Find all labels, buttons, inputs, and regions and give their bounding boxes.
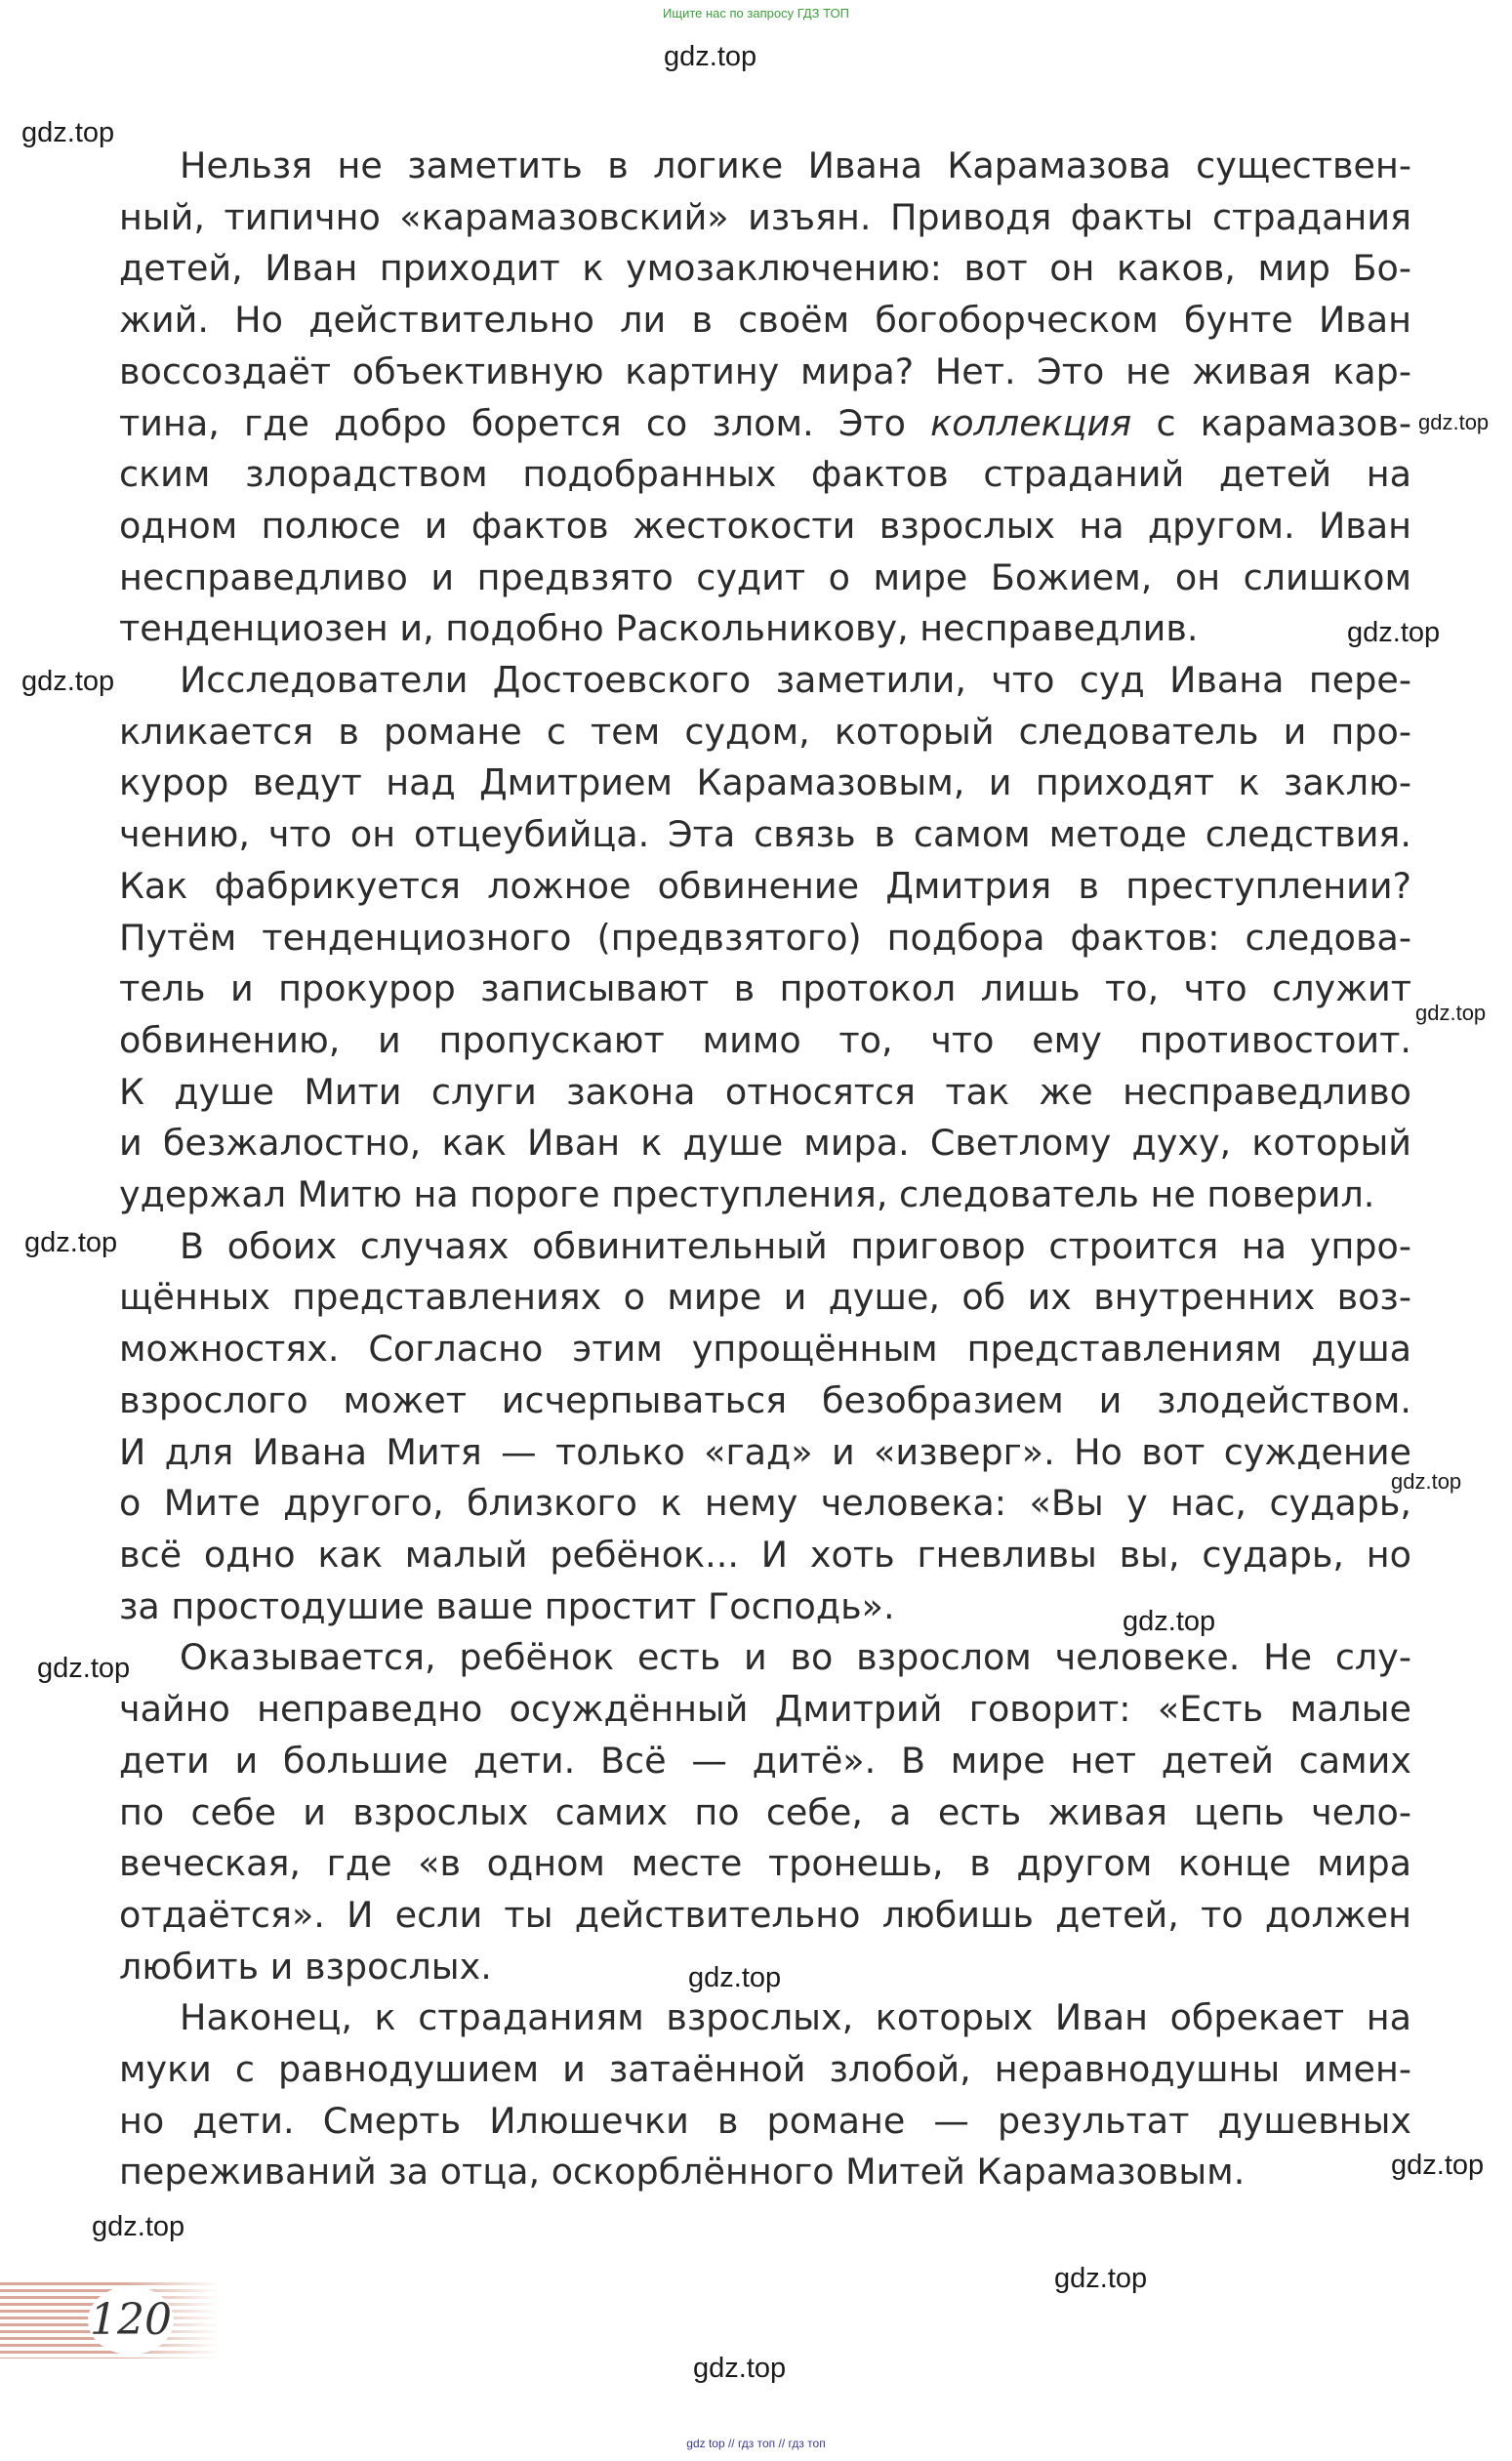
text-line: И для Ивана Митя — только «гад» и «изверг». Но вот суждение xyxy=(119,1430,1411,1473)
watermark: gdz.top xyxy=(1391,2150,1485,2181)
paragraph-1 xyxy=(119,141,1411,655)
text-line: но дети. Смерть Илюшечки в романе — результат душевных xyxy=(119,2099,1411,2142)
text-line: ским злорадством подобранных фактов страданий детей на xyxy=(119,453,1411,496)
text-line: К душе Мити слуги закона относятся так же несправедливо xyxy=(119,1070,1411,1113)
bottom-banner: gdz top // гдз топ // гдз топ xyxy=(686,2437,826,2450)
text-line-with-emphasis xyxy=(119,398,1411,450)
text-line: муки с равнодушием и затаённой злобой, неравнодушны имен- xyxy=(119,2048,1411,2091)
text-line: обвинению, и пропускают мимо то, что ему противостоит. xyxy=(119,1018,1411,1061)
paragraph-5 xyxy=(119,1992,1411,2198)
watermark: gdz.top xyxy=(693,2353,787,2384)
text-line: кликается в романе с тем судом, который следователь и про- xyxy=(119,710,1411,753)
text-line: переживаний за отца, оскорблённого Митей Карамазовым. xyxy=(119,2151,1246,2194)
text-segment: с карамазов- xyxy=(1131,401,1411,444)
watermark: gdz.top xyxy=(1415,1001,1487,1025)
text-line: можностях. Согласно этим упрощённым представлениям душа xyxy=(119,1328,1411,1371)
text-line: детей, Иван приходит к умозаключению: вот он каков, мир Бо- xyxy=(119,247,1411,290)
text-segment: тина, где добро борется со злом. Это xyxy=(119,401,931,444)
text-line: Оказывается, ребёнок есть и во взрослом человеке. Не слу- xyxy=(180,1636,1411,1679)
page-number-block xyxy=(0,2282,220,2358)
text-line: удержал Митю на пороге преступления, следователь не поверил. xyxy=(119,1173,1375,1216)
page-text xyxy=(119,141,1411,2198)
watermark: gdz.top xyxy=(688,1962,782,1993)
text-line: любить и взрослых. xyxy=(119,1945,492,1988)
text-line: щённых представлениях о мире и душе, об их внутренних воз- xyxy=(119,1276,1411,1319)
text-line: тель и прокурор записывают в протокол лишь то, что служит xyxy=(119,967,1411,1010)
watermark: gdz.top xyxy=(1347,617,1441,648)
text-line: отдаётся». И если ты действительно любишь детей, то должен xyxy=(119,1893,1411,1936)
emphasized-word: коллекция xyxy=(930,401,1132,444)
text-line: жий. Но действительно ли в своём богоборческом бунте Иван xyxy=(119,299,1411,342)
paragraph-3 xyxy=(119,1221,1411,1633)
text-line: Путём тенденциозного (предвзятого) подбора фактов: следова- xyxy=(119,916,1411,959)
text-line: чайно неправедно осуждённый Дмитрий говорит: «Есть малые xyxy=(119,1688,1411,1731)
page-number: 120 xyxy=(90,2295,172,2345)
watermark: gdz.top xyxy=(21,117,115,148)
text-line: взрослого может исчерпываться безобразием и злодейством. xyxy=(119,1378,1411,1421)
text-line: и безжалостно, как Иван к душе мира. Светлому духу, который xyxy=(119,1122,1411,1165)
top-banner: Ищите нас по запросу ГДЗ ТОП xyxy=(663,6,849,21)
text-line: всё одно как малый ребёнок... И хоть гневливы вы, сударь, но xyxy=(119,1533,1411,1576)
text-line: веческая, где «в одном месте тронешь, в другом конце мира xyxy=(119,1842,1411,1885)
watermark: gdz.top xyxy=(24,1227,118,1258)
watermark: gdz.top xyxy=(664,41,757,72)
watermark: gdz.top xyxy=(37,1653,131,1684)
text-line: Исследователи Достоевского заметили, что суд Ивана пере- xyxy=(180,659,1411,702)
text-line: чению, что он отцеубийца. Эта связь в самом методе следствия. xyxy=(119,813,1411,856)
watermark: gdz.top xyxy=(1418,410,1490,434)
text-line: воссоздаёт объективную картину мира? Нет. Это не живая кар- xyxy=(119,349,1411,392)
text-line: В обоих случаях обвинительный приговор строится на упро- xyxy=(180,1224,1411,1267)
paragraph-4 xyxy=(119,1632,1411,1992)
text-line: по себе и взрослых самих по себе, а есть живая цепь чело- xyxy=(119,1790,1411,1833)
text-line: одном полюсе и фактов жестокости взрослых на другом. Иван xyxy=(119,504,1411,547)
watermark: gdz.top xyxy=(21,666,115,697)
watermark: gdz.top xyxy=(1123,1606,1216,1637)
text-line: Наконец, к страданиям взрослых, которых Иван обрекает на xyxy=(180,1996,1411,2039)
text-line: за простодушие ваше простит Господь». xyxy=(119,1584,895,1627)
text-line: Нельзя не заметить в логике Ивана Карамазова существен- xyxy=(180,144,1411,186)
watermark: gdz.top xyxy=(1391,1469,1462,1494)
text-line: о Мите другого, близкого к нему человека: «Вы у нас, сударь, xyxy=(119,1482,1411,1525)
text-line: курор ведут над Дмитрием Карамазовым, и приходят к заклю- xyxy=(119,761,1411,804)
watermark: gdz.top xyxy=(92,2211,185,2242)
watermark: gdz.top xyxy=(1054,2263,1148,2294)
paragraph-2 xyxy=(119,655,1411,1221)
text-line: несправедливо и предвзято судит о мире Божием, он слишком xyxy=(119,555,1411,598)
text-line: дети и большие дети. Всё — дитё». В мире нет детей самих xyxy=(119,1739,1411,1782)
text-line: тенденциозен и, подобно Раскольникову, несправедлив. xyxy=(119,607,1199,650)
text-line: Как фабрикуется ложное обвинение Дмитрия в преступлении? xyxy=(119,864,1411,907)
text-line: ный, типично «карамазовский» изъян. Приводя факты страдания xyxy=(119,195,1411,238)
